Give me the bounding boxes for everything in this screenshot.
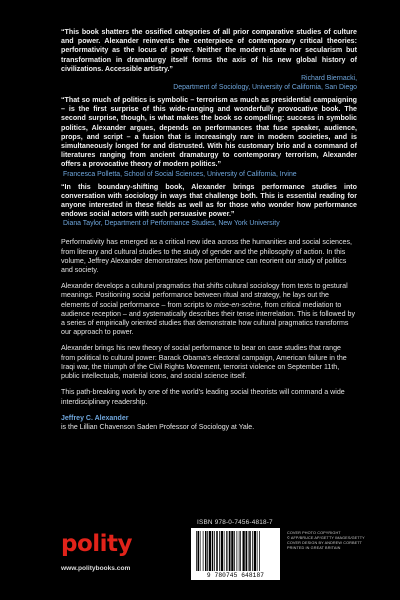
barcode-bar — [196, 531, 197, 571]
barcode-bar — [224, 531, 225, 571]
barcode-bar — [205, 531, 207, 571]
review-quote-3: “In this boundary-shifting book, Alexander brings performance studies into conversation with sociology in ways that challenge both. This is essential reading for anyone interested in these fields as well as for those who wonder how performance endows social actors with such persuasive power.” — [61, 182, 357, 219]
barcode-bar — [243, 531, 245, 571]
barcode-bar — [237, 531, 238, 571]
cover-credits — [287, 531, 367, 551]
barcode-bar — [198, 531, 200, 571]
barcode-bar — [229, 531, 231, 571]
barcode-bar — [228, 531, 229, 571]
barcode-bar — [259, 531, 260, 571]
credit-line-1: COVER PHOTO COPYRIGHT — [287, 531, 341, 535]
barcode-bar — [219, 531, 220, 571]
barcode-bar — [257, 531, 258, 571]
barcode-bar — [221, 531, 223, 571]
description-paragraph-4: This path-breaking work by one of the world’s leading social theorists will command a wide interdisciplinary readership. — [61, 388, 345, 406]
barcode-bar — [200, 531, 201, 571]
credit-line-2: © AFP/BRUCE AP/GETTY IMAGES/GETTY — [287, 536, 365, 540]
barcode-bar — [252, 531, 253, 571]
barcode-bar — [254, 531, 256, 571]
barcode-bar — [214, 531, 215, 571]
polity-logo: polity — [61, 531, 133, 557]
description-paragraph-2-emphasis: mise-en-scène — [213, 300, 261, 309]
barcode-bar — [203, 531, 204, 571]
barcode-bar — [207, 531, 208, 571]
description-paragraph-2 — [61, 282, 357, 337]
description-paragraph-2-end: , from critical mediation to audience reception – and systematically describes their tense interrelation. This is followed by a series of empirically oriented studies that demonstrate how cultural pragmatics transforms our approach to power. — [61, 300, 356, 337]
barcode-bar — [209, 531, 211, 571]
credit-line-3: COVER DESIGN BY ANDREW CORBETT — [287, 541, 363, 545]
description-paragraph-2-start: Alexander develops a cultural pragmatics that shifts cultural sociology from texts to gestural meanings. Positioning social performance between ritual and strategy, he lays out the elements of social performance – from scripts to — [61, 282, 348, 309]
review-quote-1: “This book shatters the ossified categories of all prior comparative studies of culture and power. Alexander reinvents the centerpiece of contemporary critical theories: performativity as the locus of power. Neither the modern state nor secularism but transformation in dramaturgy itself forms the axis of his new global history of civilizations. Accessible artistry.” — [61, 28, 357, 73]
barcode-digits: 9 780745 648187 — [206, 572, 265, 579]
review-attribution-1-name: Richard Biernacki, — [301, 75, 357, 83]
credit-line-4: PRINTED IN GREAT BRITAIN — [287, 546, 341, 550]
barcode-bar — [216, 531, 218, 571]
barcode-bar — [248, 531, 249, 571]
review-attribution-2: Francesca Polletta, School of Social Sciences, University of California, Irvine — [63, 170, 297, 178]
barcode-bar — [212, 531, 214, 571]
review-attribution-1-affiliation: Department of Sociology, University of California, San Diego — [173, 84, 357, 92]
author-bio: is the Lillian Chavenson Saden Professor of Sociology at Yale. — [61, 423, 255, 431]
barcode-bar — [234, 531, 235, 571]
isbn-label: ISBN 978-0-7456-4818-7 — [197, 519, 273, 526]
barcode-bar — [246, 531, 248, 571]
barcode-bar — [249, 531, 251, 571]
barcode-bar — [231, 531, 233, 571]
review-quote-2: “That so much of politics is symbolic – terrorism as much as presidential campaigning – is the first surprise of this wide-ranging and wonderfully provocative book. The second surprise, though, is what makes the book so compelling: success in symbolic politics, Alexander argues, depends on performances that fuse speaker, audience, props, and script – a fusion that is increasingly rare in modern societies, and is simultaneously longed for and distrusted. With his customary brio and a command of literatures ranging from ancient dramaturgy to contemporary terrorism, Alexander offers a provocative theory of modern politics.” — [61, 96, 357, 169]
cover-text — [61, 28, 357, 432]
review-attribution-3: Diana Taylor, Department of Performance Studies, New York University — [63, 220, 280, 228]
description-paragraph-1: Performativity has emerged as a critical new idea across the humanities and social sciences, from literary and cultural studies to the study of gender and the philosophy of action. In this volume, Jeffrey Alexander demonstrates how performance can reorient our study of politics and society. — [61, 238, 352, 275]
barcode-bar — [226, 531, 227, 571]
barcode-bar — [239, 531, 240, 571]
publisher-website: www.politybooks.com — [61, 565, 131, 572]
author-name: Jeffrey C. Alexander — [61, 414, 129, 422]
barcode-bar — [240, 531, 241, 571]
description-paragraph-3: Alexander brings his new theory of social performance to bear on case studies that range from political to cultural power: Barack Obama’s electoral campaign, American failure in the Iraqi war, the triumph of the Civil Rights Movement, terrorist violence on September 11th, public intellectuals, material icons, and social science itself. — [61, 344, 347, 381]
